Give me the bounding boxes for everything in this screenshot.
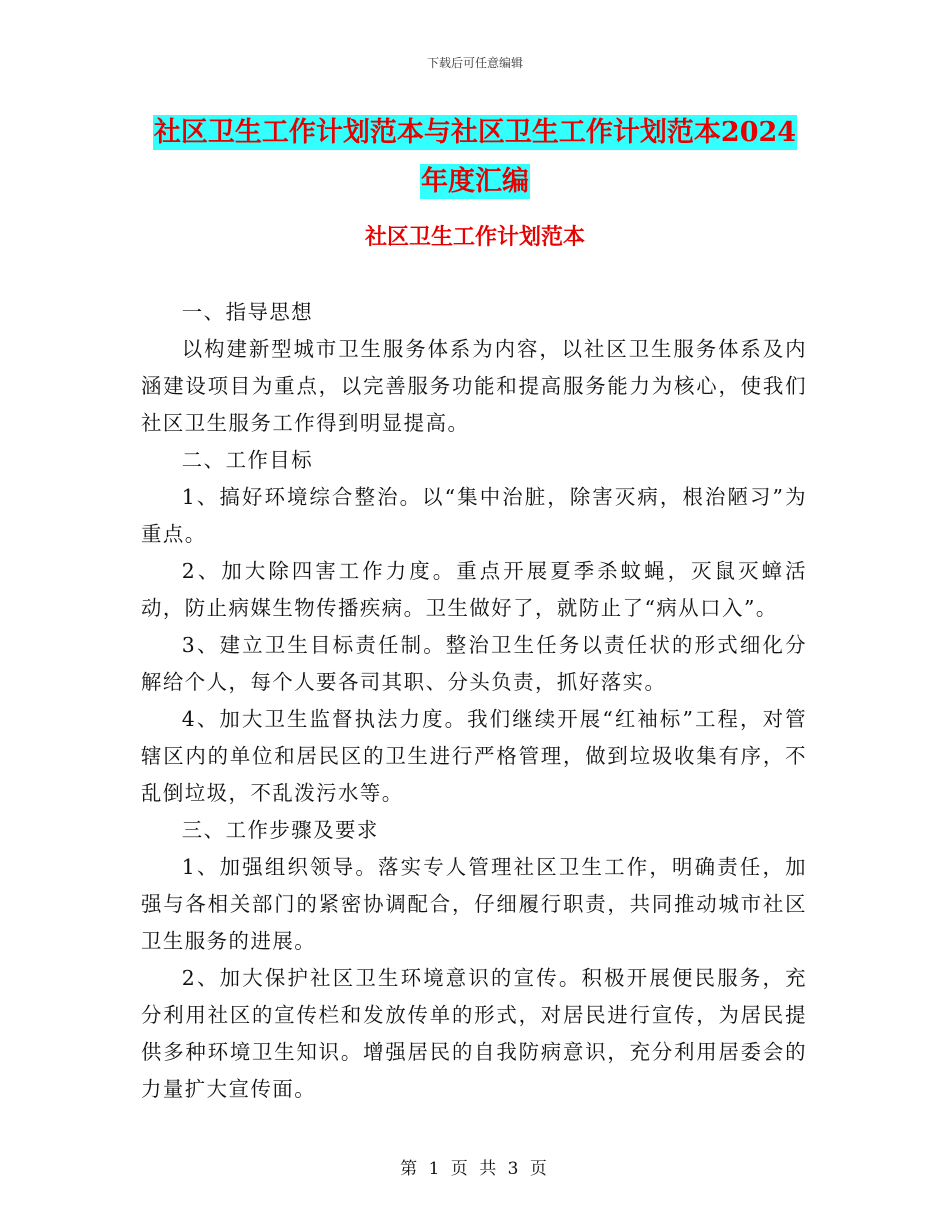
document-title [140,108,810,206]
paragraph: 4、加大卫生监督执法力度。我们继续开展“红袖标”工程，对管辖区内的单位和居民区的卫生进行严格管理，做到垃圾收集有序，不乱倒垃圾，不乱泼污水等。 [141,707,807,805]
header-note: 下载后可任意编辑 [426,56,523,70]
paragraph: 以构建新型城市卫生服务体系为内容，以社区卫生服务体系及内涵建设项目为重点，以完善服务功能和提高服务能力为核心，使我们社区卫生服务工作得到明显提高。 [141,337,807,435]
paragraph: 1、加强组织领导。落实专人管理社区卫生工作，明确责任，加强与各相关部门的紧密协调配合，仔细履行职责，共同推动城市社区卫生服务的进展。 [141,855,807,953]
paragraph: 2、加大除四害工作力度。重点开展夏季杀蚊蝇，灭鼠灭蟑活动，防止病媒生物传播疾病。卫生做好了，就防止了“病从口入”。 [141,559,807,620]
document-title-line-1: 社区卫生工作计划范本与社区卫生工作计划范本2024 [153,117,797,148]
section-title: 社区卫生工作计划范本 [364,224,585,250]
heading-guiding-ideology: 一、指导思想 [181,300,314,324]
document-body [141,294,807,1108]
page-number: 第 1 页 共 3 页 [400,1159,550,1179]
heading-work-steps: 三、工作步骤及要求 [181,818,379,842]
paragraph: 1、搞好环境综合整治。以“集中治脏，除害灭病，根治陋习”为重点。 [141,485,807,546]
paragraph: 2、加大保护社区卫生环境意识的宣传。积极开展便民服务，充分利用社区的宣传栏和发放传单的形式，对居民进行宣传，为居民提供多种环境卫生知识。增强居民的自我防病意识，充分利用居委会的力量扩大宣传面。 [141,966,807,1101]
paragraph: 3、建立卫生目标责任制。整治卫生任务以责任状的形式细化分解给个人，每个人要各司其职、分头负责，抓好落实。 [141,633,807,694]
heading-work-goals: 二、工作目标 [181,448,314,472]
document-title-line-2: 年度汇编 [421,166,529,197]
